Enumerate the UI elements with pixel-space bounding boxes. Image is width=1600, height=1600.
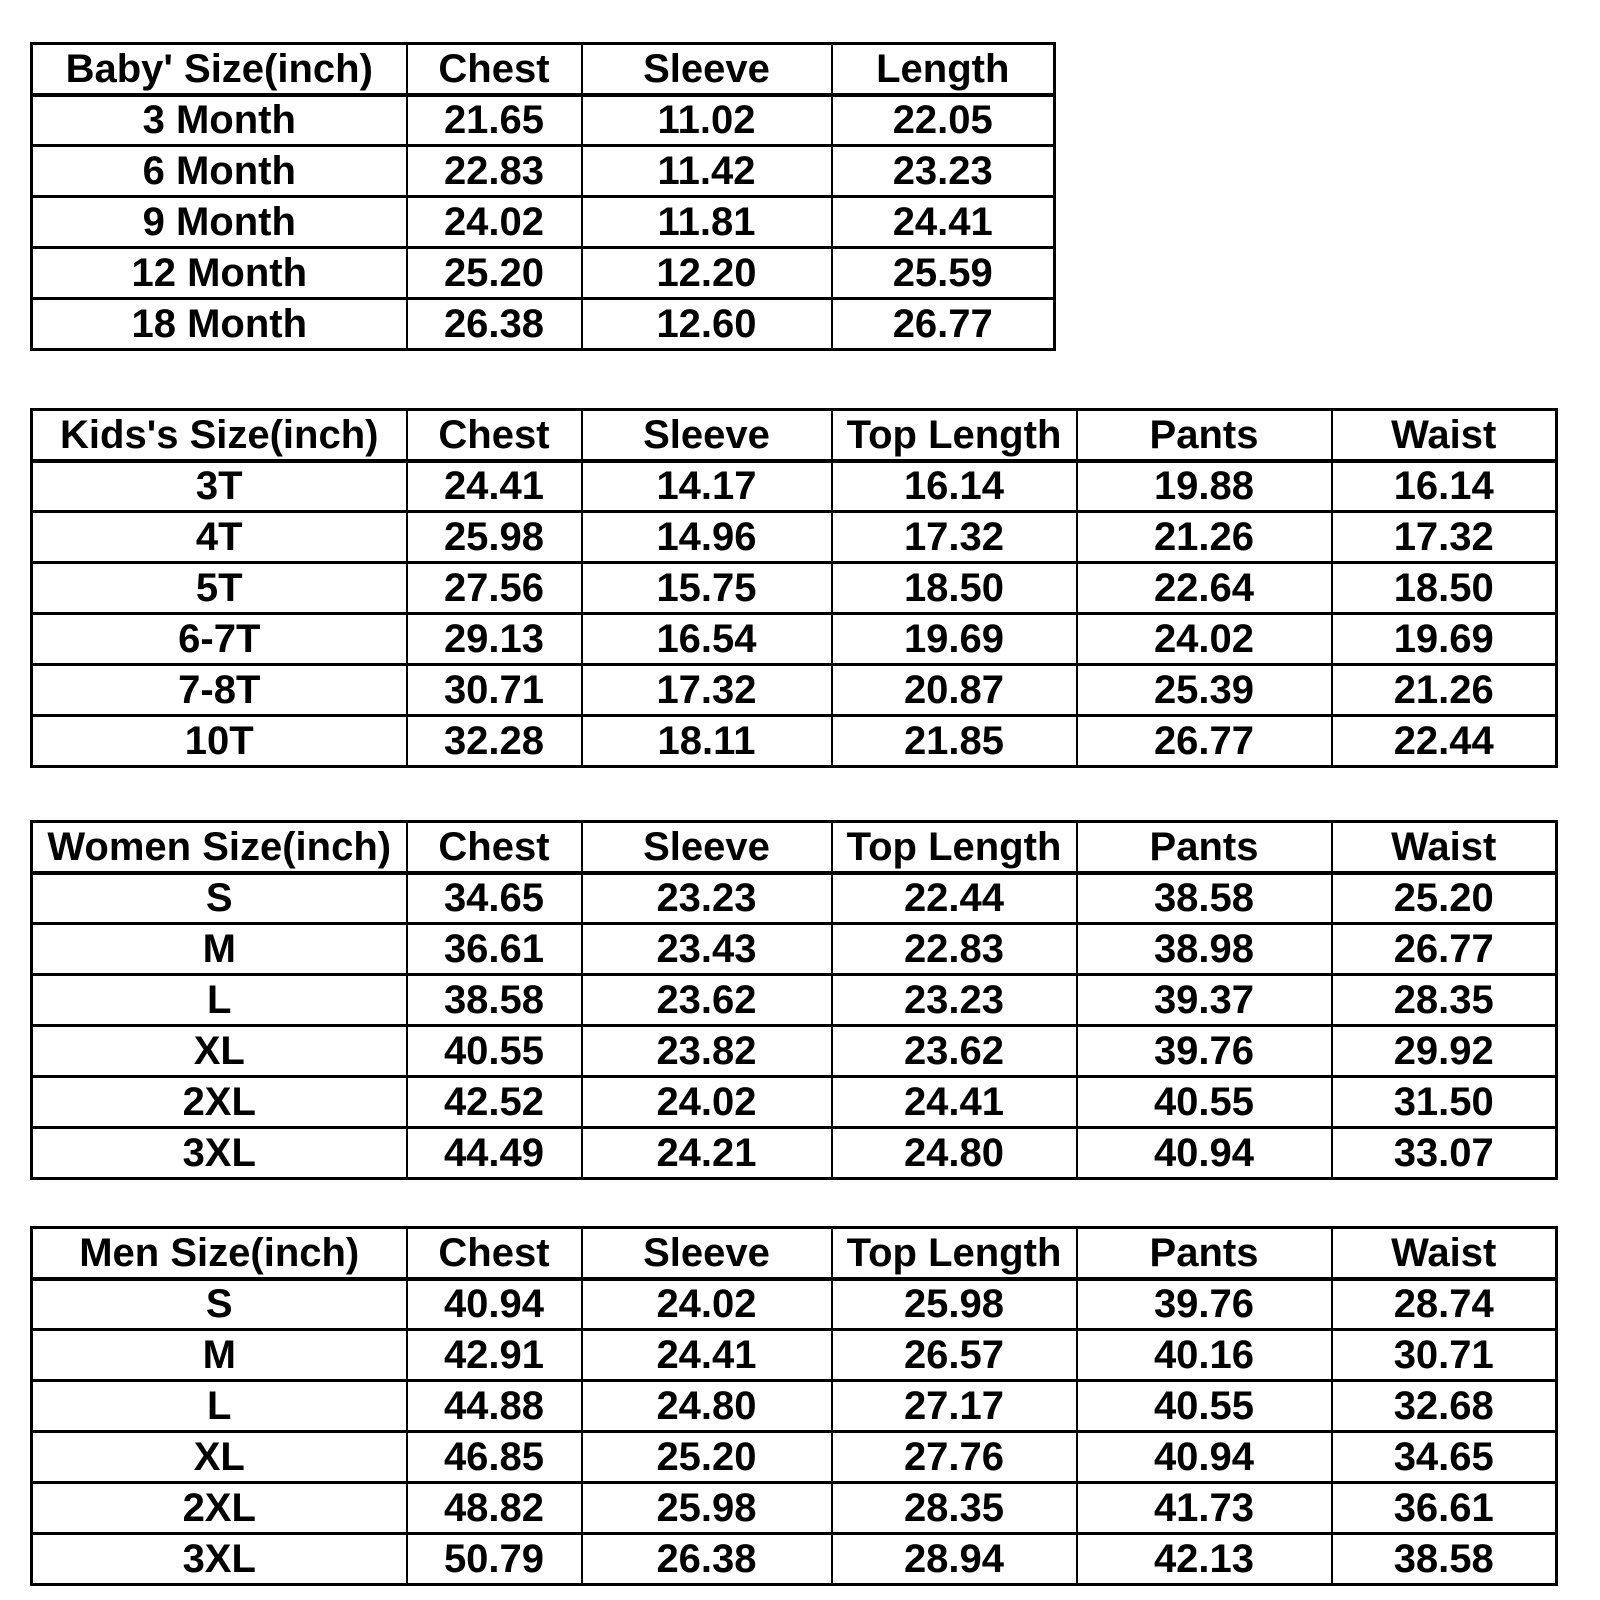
- baby-size-table-value-cell: 12.60: [582, 299, 832, 350]
- women-size-table-value-cell: 40.94: [1077, 1128, 1332, 1179]
- women-size-table-col-header-1: Chest: [407, 822, 582, 873]
- baby-size-table-value-cell: 11.42: [582, 146, 832, 197]
- men-size-table-value-cell: 25.20: [582, 1432, 832, 1483]
- baby-size-table-row-0: [32, 95, 1055, 146]
- men-size-table-value-cell: 34.65: [1332, 1432, 1557, 1483]
- kids-size-table-value-cell: 21.26: [1332, 665, 1557, 716]
- men-size-table-value-cell: 40.94: [407, 1279, 582, 1330]
- kids-size-table-header-row: [32, 410, 1557, 461]
- kids-size-table-row-0: [32, 461, 1557, 512]
- men-size-table-col-header-5: Waist: [1332, 1228, 1557, 1279]
- women-size-table-col-header-0: Women Size(inch): [32, 822, 407, 873]
- kids-size-table-col-header-2: Sleeve: [582, 410, 832, 461]
- baby-size-table-row-1: [32, 146, 1055, 197]
- kids-size-table-value-cell: 14.17: [582, 461, 832, 512]
- kids-size-table-col-header-0: Kids's Size(inch): [32, 410, 407, 461]
- men-size-table-row-label: L: [32, 1381, 407, 1432]
- women-size-table-body: [32, 873, 1557, 1179]
- men-size-table-value-cell: 39.76: [1077, 1279, 1332, 1330]
- kids-size-table-value-cell: 24.02: [1077, 614, 1332, 665]
- kids-size-table-value-cell: 17.32: [1332, 512, 1557, 563]
- women-size-table-value-cell: 24.41: [832, 1077, 1077, 1128]
- kids-size-table-value-cell: 17.32: [832, 512, 1077, 563]
- men-size-table-col-header-0: Men Size(inch): [32, 1228, 407, 1279]
- baby-size-table-row-label: 3 Month: [32, 95, 407, 146]
- men-size-table-value-cell: 42.13: [1077, 1534, 1332, 1585]
- men-size-table-value-cell: 40.55: [1077, 1381, 1332, 1432]
- kids-size-table-col-header-4: Pants: [1077, 410, 1332, 461]
- kids-size-table-row-5: [32, 716, 1557, 767]
- baby-size-table-value-cell: 25.59: [832, 248, 1055, 299]
- kids-size-table-row-label: 6-7T: [32, 614, 407, 665]
- women-size-table-value-cell: 24.21: [582, 1128, 832, 1179]
- women-size-table-row-label: 3XL: [32, 1128, 407, 1179]
- men-size-table-value-cell: 30.71: [1332, 1330, 1557, 1381]
- men-size-table-value-cell: 44.88: [407, 1381, 582, 1432]
- men-size-table-value-cell: 24.02: [582, 1279, 832, 1330]
- men-size-table-value-cell: 24.80: [582, 1381, 832, 1432]
- women-size-table-value-cell: 34.65: [407, 873, 582, 924]
- men-size-table-value-cell: 27.17: [832, 1381, 1077, 1432]
- men-size-table-row-label: S: [32, 1279, 407, 1330]
- kids-size-table-value-cell: 15.75: [582, 563, 832, 614]
- men-size-table-row-4: [32, 1483, 1557, 1534]
- baby-size-table-row-3: [32, 248, 1055, 299]
- women-size-table-row-1: [32, 924, 1557, 975]
- women-size-table-value-cell: 23.23: [582, 873, 832, 924]
- women-size-table-value-cell: 33.07: [1332, 1128, 1557, 1179]
- men-size-table-row-label: M: [32, 1330, 407, 1381]
- baby-size-table-value-cell: 24.41: [832, 197, 1055, 248]
- kids-size-table-row-3: [32, 614, 1557, 665]
- women-size-table-value-cell: 38.98: [1077, 924, 1332, 975]
- men-size-table-value-cell: 46.85: [407, 1432, 582, 1483]
- kids-size-table-row-1: [32, 512, 1557, 563]
- kids-size-table-row-4: [32, 665, 1557, 716]
- baby-size-table-col-header-0: Baby' Size(inch): [32, 44, 407, 95]
- baby-size-table-value-cell: 22.05: [832, 95, 1055, 146]
- men-size-table-row-2: [32, 1381, 1557, 1432]
- kids-size-table-value-cell: 16.14: [832, 461, 1077, 512]
- men-size-table-row-label: XL: [32, 1432, 407, 1483]
- women-size-table-row-5: [32, 1128, 1557, 1179]
- kids-size-table-row-label: 4T: [32, 512, 407, 563]
- kids-size-table-row-label: 5T: [32, 563, 407, 614]
- women-size-table-value-cell: 24.80: [832, 1128, 1077, 1179]
- kids-size-table-value-cell: 14.96: [582, 512, 832, 563]
- men-size-table-row-5: [32, 1534, 1557, 1585]
- women-size-table-value-cell: 39.76: [1077, 1026, 1332, 1077]
- women-size-table-value-cell: 40.55: [1077, 1077, 1332, 1128]
- baby-size-table-col-header-2: Sleeve: [582, 44, 832, 95]
- baby-size-table-value-cell: 11.02: [582, 95, 832, 146]
- women-size-table-col-header-3: Top Length: [832, 822, 1077, 873]
- women-size-table-value-cell: 38.58: [1077, 873, 1332, 924]
- baby-size-table-value-cell: 12.20: [582, 248, 832, 299]
- men-size-table-value-cell: 38.58: [1332, 1534, 1557, 1585]
- men-size-table-value-cell: 40.16: [1077, 1330, 1332, 1381]
- women-size-table-row-2: [32, 975, 1557, 1026]
- men-size-table-value-cell: 28.35: [832, 1483, 1077, 1534]
- kids-size-table-value-cell: 16.14: [1332, 461, 1557, 512]
- baby-size-table-row-4: [32, 299, 1055, 350]
- baby-size-table-value-cell: 21.65: [407, 95, 582, 146]
- men-size-table-row-1: [32, 1330, 1557, 1381]
- men-size-table-col-header-4: Pants: [1077, 1228, 1332, 1279]
- kids-size-table-value-cell: 21.26: [1077, 512, 1332, 563]
- men-size-table-value-cell: 28.94: [832, 1534, 1077, 1585]
- kids-size-table-value-cell: 24.41: [407, 461, 582, 512]
- baby-size-table-value-cell: 26.77: [832, 299, 1055, 350]
- women-size-table-value-cell: 28.35: [1332, 975, 1557, 1026]
- men-size-table-value-cell: 25.98: [832, 1279, 1077, 1330]
- baby-size-table-col-header-3: Length: [832, 44, 1055, 95]
- kids-size-table-value-cell: 27.56: [407, 563, 582, 614]
- kids-size-table-value-cell: 32.28: [407, 716, 582, 767]
- men-size-table-value-cell: 36.61: [1332, 1483, 1557, 1534]
- men-size-table-value-cell: 26.38: [582, 1534, 832, 1585]
- kids-size-table-value-cell: 18.11: [582, 716, 832, 767]
- kids-size-table-value-cell: 22.64: [1077, 563, 1332, 614]
- women-size-table-value-cell: 23.62: [582, 975, 832, 1026]
- women-size-table-row-label: S: [32, 873, 407, 924]
- baby-size-table-row-label: 12 Month: [32, 248, 407, 299]
- women-size-table-value-cell: 23.82: [582, 1026, 832, 1077]
- women-size-table-row-label: 2XL: [32, 1077, 407, 1128]
- kids-size-table-body: [32, 461, 1557, 767]
- baby-size-table-body: [32, 95, 1055, 350]
- men-size-table-row-label: 3XL: [32, 1534, 407, 1585]
- men-size-table-value-cell: 27.76: [832, 1432, 1077, 1483]
- women-size-table-row-label: L: [32, 975, 407, 1026]
- men-size-table-value-cell: 41.73: [1077, 1483, 1332, 1534]
- baby-size-table-row-label: 18 Month: [32, 299, 407, 350]
- men-size-table-value-cell: 40.94: [1077, 1432, 1332, 1483]
- men-size-table-header: [32, 1228, 1557, 1279]
- kids-size-table-value-cell: 25.39: [1077, 665, 1332, 716]
- men-size-table-col-header-1: Chest: [407, 1228, 582, 1279]
- men-size-table-value-cell: 48.82: [407, 1483, 582, 1534]
- kids-size-table-value-cell: 26.77: [1077, 716, 1332, 767]
- kids-size-table-row-label: 10T: [32, 716, 407, 767]
- kids-size-table-col-header-5: Waist: [1332, 410, 1557, 461]
- kids-size-table-col-header-3: Top Length: [832, 410, 1077, 461]
- baby-size-table-row-label: 9 Month: [32, 197, 407, 248]
- women-size-table-value-cell: 22.83: [832, 924, 1077, 975]
- men-size-table-value-cell: 50.79: [407, 1534, 582, 1585]
- kids-size-table-row-label: 3T: [32, 461, 407, 512]
- women-size-table-value-cell: 39.37: [1077, 975, 1332, 1026]
- women-size-table-value-cell: 26.77: [1332, 924, 1557, 975]
- baby-size-table-value-cell: 11.81: [582, 197, 832, 248]
- kids-size-table-value-cell: 30.71: [407, 665, 582, 716]
- women-size-table-value-cell: 22.44: [832, 873, 1077, 924]
- baby-size-table: [30, 42, 1056, 351]
- women-size-table-value-cell: 44.49: [407, 1128, 582, 1179]
- men-size-table-value-cell: 25.98: [582, 1483, 832, 1534]
- baby-size-table-col-header-1: Chest: [407, 44, 582, 95]
- men-size-table: [30, 1226, 1558, 1586]
- baby-size-table-value-cell: 25.20: [407, 248, 582, 299]
- women-size-table-value-cell: 36.61: [407, 924, 582, 975]
- women-size-table-row-0: [32, 873, 1557, 924]
- women-size-table-value-cell: 40.55: [407, 1026, 582, 1077]
- men-size-table-value-cell: 26.57: [832, 1330, 1077, 1381]
- baby-size-table-value-cell: 26.38: [407, 299, 582, 350]
- kids-size-table-value-cell: 19.69: [832, 614, 1077, 665]
- kids-size-table-value-cell: 18.50: [832, 563, 1077, 614]
- women-size-table-value-cell: 24.02: [582, 1077, 832, 1128]
- women-size-table-col-header-2: Sleeve: [582, 822, 832, 873]
- baby-size-table-row-label: 6 Month: [32, 146, 407, 197]
- kids-size-table-value-cell: 25.98: [407, 512, 582, 563]
- men-size-table-header-row: [32, 1228, 1557, 1279]
- kids-size-table-value-cell: 20.87: [832, 665, 1077, 716]
- baby-size-table-value-cell: 22.83: [407, 146, 582, 197]
- women-size-table-value-cell: 31.50: [1332, 1077, 1557, 1128]
- women-size-table-row-3: [32, 1026, 1557, 1077]
- kids-size-table-value-cell: 16.54: [582, 614, 832, 665]
- women-size-table-col-header-5: Waist: [1332, 822, 1557, 873]
- kids-size-table-header: [32, 410, 1557, 461]
- kids-size-table-col-header-1: Chest: [407, 410, 582, 461]
- women-size-table-value-cell: 23.23: [832, 975, 1077, 1026]
- women-size-table: [30, 820, 1558, 1180]
- men-size-table-value-cell: 24.41: [582, 1330, 832, 1381]
- kids-size-table-value-cell: 17.32: [582, 665, 832, 716]
- men-size-table-row-label: 2XL: [32, 1483, 407, 1534]
- women-size-table-row-label: M: [32, 924, 407, 975]
- men-size-table-value-cell: 32.68: [1332, 1381, 1557, 1432]
- baby-size-table-header-row: [32, 44, 1055, 95]
- kids-size-table-row-2: [32, 563, 1557, 614]
- men-size-table-row-0: [32, 1279, 1557, 1330]
- men-size-table-col-header-2: Sleeve: [582, 1228, 832, 1279]
- baby-size-table-header: [32, 44, 1055, 95]
- men-size-table-body: [32, 1279, 1557, 1585]
- men-size-table-col-header-3: Top Length: [832, 1228, 1077, 1279]
- men-size-table-value-cell: 42.91: [407, 1330, 582, 1381]
- kids-size-table-row-label: 7-8T: [32, 665, 407, 716]
- women-size-table-col-header-4: Pants: [1077, 822, 1332, 873]
- women-size-table-row-label: XL: [32, 1026, 407, 1077]
- kids-size-table-value-cell: 22.44: [1332, 716, 1557, 767]
- women-size-table-value-cell: 25.20: [1332, 873, 1557, 924]
- kids-size-table: [30, 408, 1558, 768]
- women-size-table-value-cell: 23.43: [582, 924, 832, 975]
- women-size-table-header: [32, 822, 1557, 873]
- women-size-table-value-cell: 42.52: [407, 1077, 582, 1128]
- men-size-table-row-3: [32, 1432, 1557, 1483]
- women-size-table-value-cell: 29.92: [1332, 1026, 1557, 1077]
- women-size-table-value-cell: 23.62: [832, 1026, 1077, 1077]
- baby-size-table-value-cell: 24.02: [407, 197, 582, 248]
- baby-size-table-row-2: [32, 197, 1055, 248]
- kids-size-table-value-cell: 18.50: [1332, 563, 1557, 614]
- kids-size-table-value-cell: 21.85: [832, 716, 1077, 767]
- kids-size-table-value-cell: 19.69: [1332, 614, 1557, 665]
- baby-size-table-value-cell: 23.23: [832, 146, 1055, 197]
- kids-size-table-value-cell: 19.88: [1077, 461, 1332, 512]
- women-size-table-value-cell: 38.58: [407, 975, 582, 1026]
- men-size-table-value-cell: 28.74: [1332, 1279, 1557, 1330]
- women-size-table-row-4: [32, 1077, 1557, 1128]
- kids-size-table-value-cell: 29.13: [407, 614, 582, 665]
- women-size-table-header-row: [32, 822, 1557, 873]
